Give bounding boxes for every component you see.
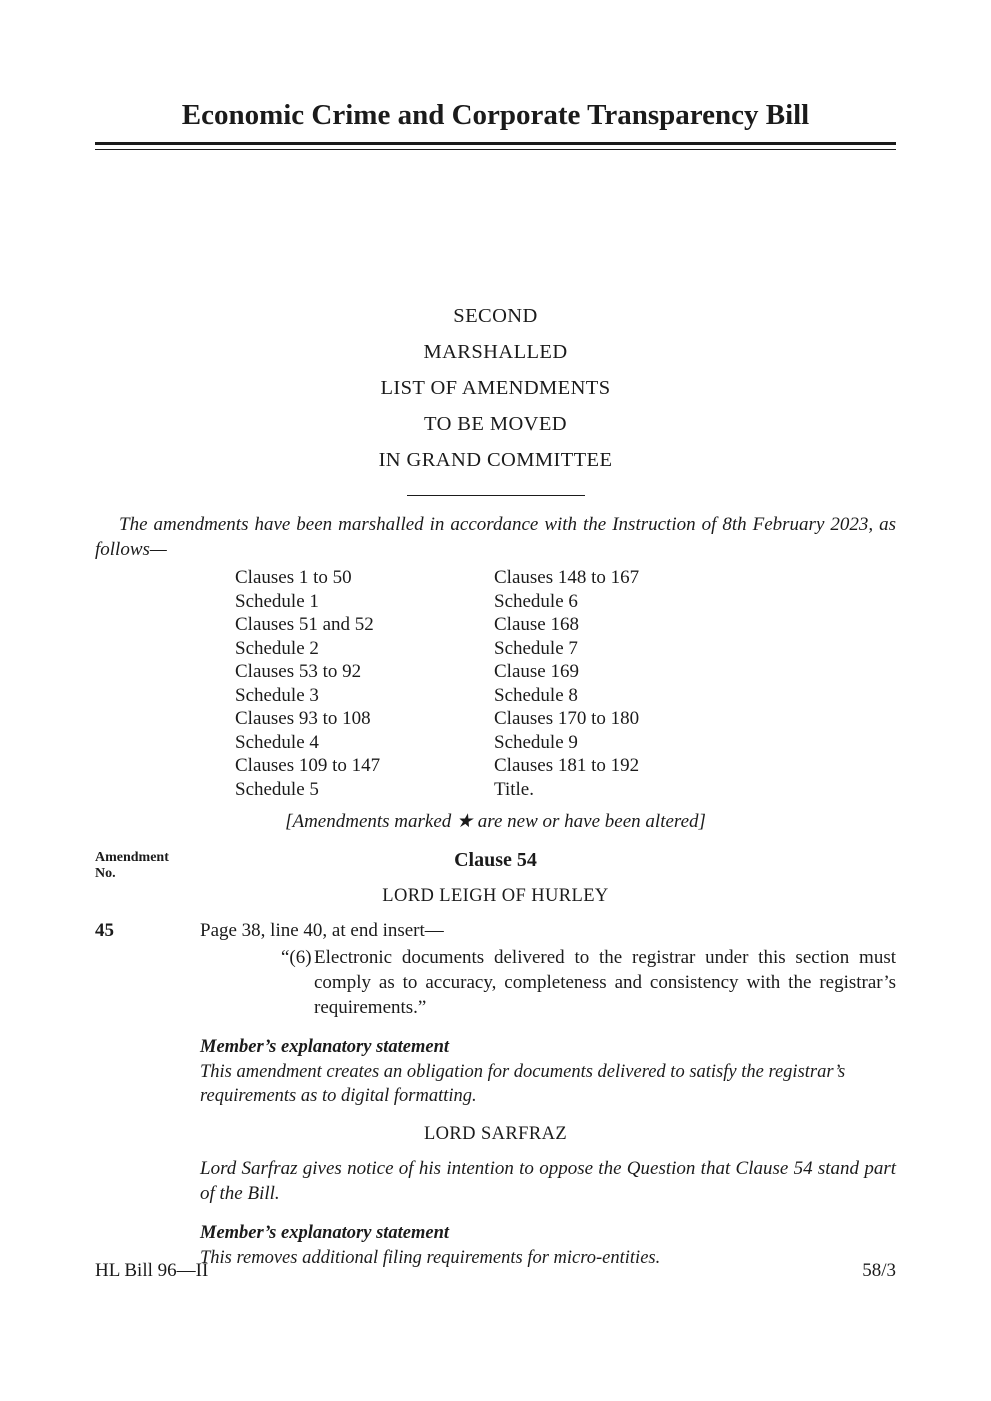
marshalling-right-item: Title.	[494, 778, 534, 800]
page-footer	[95, 1260, 896, 1282]
heading-block	[95, 298, 896, 478]
marshalling-right-item: Schedule 9	[494, 731, 578, 753]
marshalling-left-item: Clauses 51 and 52	[235, 614, 374, 635]
mover-name-sarfraz: LORD SARFRAZ	[423, 1124, 568, 1144]
mover-name-leigh: LORD LEIGH OF HURLEY	[382, 886, 609, 906]
heading-line-second: SECOND	[453, 305, 538, 327]
bill-number: HL Bill 96—II	[95, 1260, 209, 1281]
heading-line-list-of-amendments: LIST OF AMENDMENTS	[380, 377, 611, 399]
title-rule	[95, 142, 896, 150]
explanatory-statement-heading: Member’s explanatory statement	[200, 1037, 450, 1057]
marshalling-right-item: Schedule 7	[494, 637, 578, 659]
page-reference: 58/3	[862, 1260, 896, 1281]
section-divider-rule	[407, 495, 585, 496]
marshalling-left-item: Clauses 109 to 147	[235, 755, 381, 776]
explanatory-statement-text: This amendment creates an obligation for documents delivered to satisfy the registrar’s requirements as to digital formatting.	[200, 1062, 846, 1106]
heading-line-marshalled: MARSHALLED	[423, 341, 568, 363]
amendment-no-label-line1: Amendment	[95, 850, 169, 865]
marshalling-right-item: Schedule 8	[494, 684, 578, 706]
clause-heading: Clause 54	[454, 849, 537, 871]
explanatory-statement-heading: Member’s explanatory statement	[200, 1223, 450, 1243]
marshalling-left-column	[235, 566, 494, 801]
amendment-45	[95, 918, 896, 1108]
marshalling-right-column	[494, 566, 639, 801]
marshalling-left-item: Clauses 53 to 92	[235, 661, 362, 682]
amendment-instruction: Page 38, line 40, at end insert—	[200, 920, 444, 941]
marshalling-right-item: Clauses 170 to 180	[494, 708, 640, 729]
marshalling-right-item: Schedule 6	[494, 590, 578, 612]
amendment-no-label	[95, 850, 169, 882]
star-note: [Amendments marked ★ are new or have been altered]	[285, 811, 706, 832]
marshalling-left-item: Schedule 3	[235, 684, 319, 706]
marshalling-left-item: Schedule 4	[235, 731, 319, 753]
insert-text: Electronic documents delivered to the registrar under this section must comply as to accuracy, completeness and consistency with the registrar’s requirements.”	[314, 947, 896, 1018]
marshalling-right-item: Clause 169	[494, 661, 579, 682]
marshalling-columns	[95, 566, 896, 801]
amendment-body	[200, 918, 896, 1108]
marshalling-right-item: Clauses 181 to 192	[494, 755, 640, 776]
opposition-notice: Lord Sarfraz gives notice of his intention to oppose the Question that Clause 54 stand part of the Bill.	[200, 1158, 896, 1204]
clause-header	[95, 847, 896, 881]
amendment-number: 45	[95, 920, 114, 941]
marshalling-intro: The amendments have been marshalled in accordance with the Instruction of 8th February 2023, as follows—	[95, 514, 896, 560]
insert-block	[281, 945, 896, 1020]
marshalling-right-item: Clause 168	[494, 614, 579, 635]
marshalling-right-item: Clauses 148 to 167	[494, 567, 640, 588]
marshalling-left-item: Clauses 93 to 108	[235, 708, 371, 729]
marshalling-left-item: Schedule 1	[235, 590, 319, 612]
heading-line-in-grand-committee: IN GRAND COMMITTEE	[378, 449, 613, 471]
page-title: Economic Crime and Corporate Transparency Bill	[181, 99, 810, 131]
marshalling-left-item: Clauses 1 to 50	[235, 567, 352, 588]
marshalling-left-item: Schedule 5	[235, 778, 319, 800]
explanatory-statement-text: This removes additional filing requirements for micro-entities.	[200, 1248, 661, 1268]
heading-line-to-be-moved: TO BE MOVED	[424, 413, 567, 435]
insert-marker: “(6)	[281, 947, 312, 968]
marshalling-left-item: Schedule 2	[235, 637, 319, 659]
amendment-no-label-line2: No.	[95, 866, 116, 881]
